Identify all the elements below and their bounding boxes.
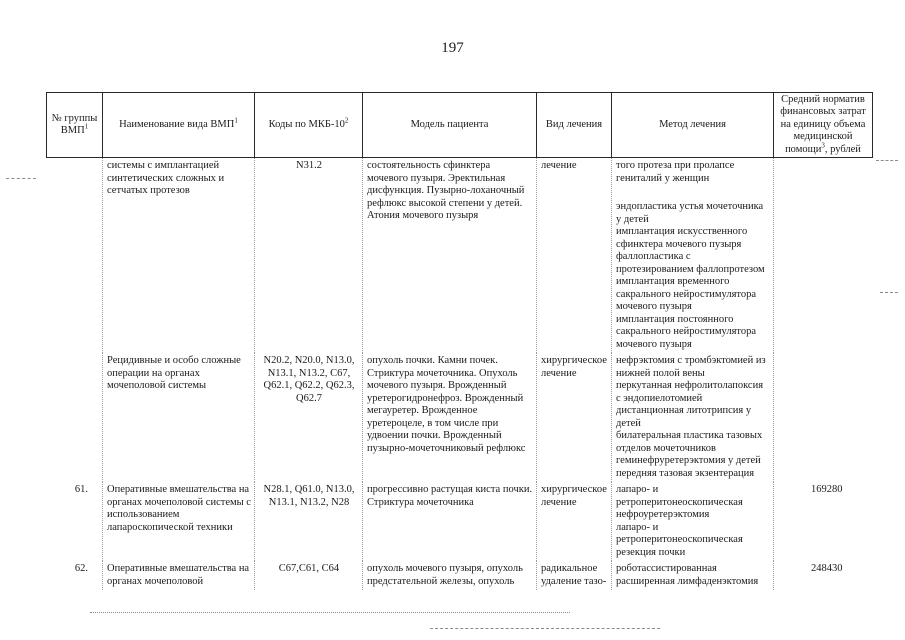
cell-cost: 169280 [774,482,873,561]
procedures-table [46,92,873,590]
header-patient-model: Модель пациента [363,93,537,158]
cell-codes: C67,C61, C64 [255,561,363,590]
table-row [47,482,873,561]
cell-treatment-type: лечение [537,158,612,354]
method-item: имплантация постоянного сакрального нейростимулятора мочевого пузыря [616,313,757,350]
page-number: 197 [441,40,464,56]
cell-cost: 248430 [774,561,873,590]
cell-model: опухоль почки. Камни почек. Стриктура мочеточника. Опухоль мочевого пузыря. Врожденный уретерогидронефроз. Врожденный мегауретер. Врожденное уретероцеле, в том числе при удвоении почки. Врожденный пузырно-мочеточниковый рефлюкс [363,353,537,482]
cell-methods [612,482,774,561]
method-item: нефрэктомия с тромбэктомией из нижней полой вены [616,355,766,379]
cell-model: состоятельность сфинктера мочевого пузыря. Эректильная дисфункция. Пузырно-лоханочный рефлюкс высокой степени у детей. Атония мочевого пузыря [363,158,537,354]
method-item: фаллопластика с протезированием фаллопротезом [616,251,765,275]
table-row [47,561,873,590]
cell-name: Рецидивные и особо сложные операции на органах мочеполовой системы [103,353,255,482]
method-item: имплантация искусственного сфинктера мочевого пузыря [616,226,748,250]
cell-number: 62. [47,561,103,590]
table-row [47,158,873,354]
scan-artifact-bottom [90,612,570,613]
cell-name: Оперативные вмешательства на органах мочеполовой системы с использованием лапароскопической техники [103,482,255,561]
cell-number: 61. [47,482,103,561]
header-vmp-name: Наименование вида ВМП$^1$ [103,93,255,158]
cell-model: прогрессивно растущая киста почки. Стриктура мочеточника [363,482,537,561]
method-item: геминефруретерэктомия у детей [616,455,761,466]
cell-methods [612,158,774,354]
header-group-number: № группы ВМП$^1$ [47,93,103,158]
cell-model: опухоль мочевого пузыря, опухоль предстательной железы, опухоль [363,561,537,590]
cell-codes: N28.1, Q61.0, N13.0, N13.1, N13.2, N28 [255,482,363,561]
method-item: лапаро- и ретроперитонеоскопическая нефроуретерэктомия [616,484,743,520]
scan-artifact-left [6,178,36,179]
cell-name: Оперативные вмешательства на органах мочеполовой [103,561,255,590]
cell-codes: N31.2 [255,158,363,354]
method-item: того протеза при пролапсе гениталий у женщин [616,160,735,184]
scan-artifact-right [880,292,898,293]
header-treatment-type: Вид лечения [537,93,612,158]
header-icd-codes: Коды по МКБ-$10^2$ [255,93,363,158]
method-item: имплантация временного сакрального нейростимулятора мочевого пузыря [616,276,757,312]
cell-codes: N20.2, N20.0, N13.0, N13.1, N13.2, C67, Q62.1, Q62.2, Q62.3, Q62.7 [255,353,363,482]
method-item: передняя тазовая экзентерация [616,467,755,479]
cell-treatment-type: хирургическое лечение [537,353,612,482]
method-item: перкутанная нефролитолапоксия с эндопиелотомией [616,380,764,404]
method-item: лапаро- и ретроперитонеоскопическая резекция почки [616,521,743,558]
header-cost: Средний норматив финансовых затрат на единицу объема медицинской помощи$^3$, рублей [774,93,873,158]
cell-treatment-type: хирургическое лечение [537,482,612,561]
cell-name: системы с имплантацией синтетических сложных и сетчатых протезов [103,158,255,354]
method-item: дистанционная литотрипсия у детей [616,405,752,429]
method-item: роботассистированная расширенная лимфаденэктомия [616,563,759,587]
cell-number [47,353,103,482]
scan-artifact-bottom [430,628,660,629]
method-item: эндопластика устья мочеточника у детей [616,201,764,225]
table-row [47,353,873,482]
cell-cost [774,353,873,482]
scan-artifact-right [876,160,898,161]
cell-number [47,158,103,354]
cell-treatment-type: радикальное удаление тазо- [537,561,612,590]
cell-cost [774,158,873,354]
header-treatment-method: Метод лечения [612,93,774,158]
method-item: билатеральная пластика тазовых отделов мочеточников [616,430,763,454]
cell-methods [612,561,774,590]
table-header-row [47,93,873,158]
cell-methods [612,353,774,482]
